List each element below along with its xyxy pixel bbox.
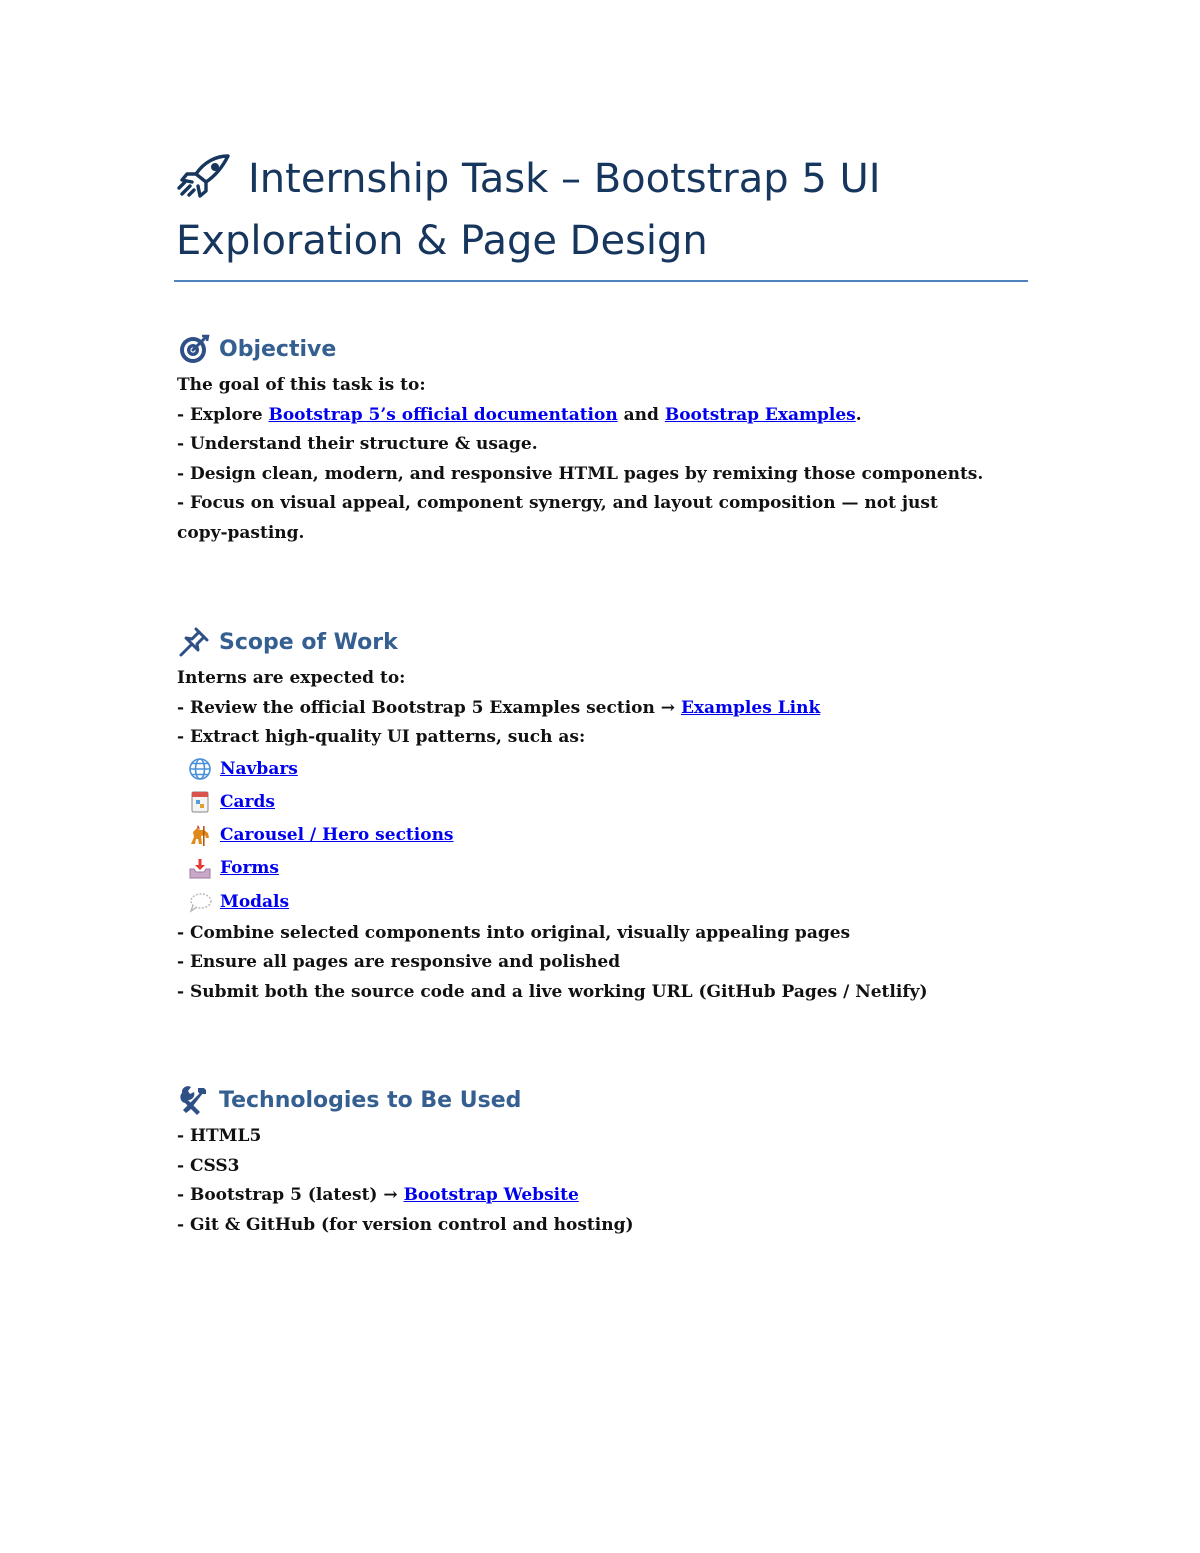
pattern-item-cards [177,786,1007,819]
pattern-item-forms [177,852,1007,885]
objective-item: - Design clean, modern, and responsive HTML pages by remixing those components. [177,463,984,484]
examples-link[interactable]: Examples Link [680,697,821,718]
navbars-link[interactable]: Navbars [220,758,298,779]
scope-item: - Extract high-quality UI patterns, such as: [177,727,586,747]
speech-bubble-icon [188,890,212,914]
carousel-horse-icon [188,824,212,848]
scope-intro: Interns are expected to: [177,668,406,688]
target-icon [178,333,210,365]
objective-intro: The goal of this task is to: [177,375,426,395]
technologies-heading: Technologies to Be Used [178,1084,521,1116]
technologies-body [177,1122,1007,1240]
objective-heading: Objective [178,333,336,365]
scope-heading: Scope of Work [178,626,398,658]
title-divider [174,280,1028,282]
scope-item: - Review the official Bootstrap 5 Examples section → Examples Link [177,697,821,718]
card-icon [188,790,212,814]
rocket-icon [176,152,232,198]
cards-link[interactable]: Cards [220,791,275,812]
scope-item: - Combine selected components into original, visually appealing pages [177,922,851,943]
globe-icon [188,757,212,781]
carousel-hero-link[interactable]: Carousel / Hero sections [220,825,454,846]
scope-item: - Submit both the source code and a live working URL (GitHub Pages / Netlify) [177,981,928,1002]
bootstrap-docs-link[interactable]: Bootstrap 5’s official documentation [268,404,618,425]
inbox-tray-icon [188,857,212,881]
pushpin-icon [178,626,210,658]
objective-item: - Explore Bootstrap 5’s official documentation and Bootstrap Examples. [177,404,862,425]
objective-body [177,371,1007,548]
modals-link[interactable]: Modals [220,891,290,912]
objective-item: - Focus on visual appeal, component synergy, and layout composition — not just copy-pasting. [177,493,938,543]
bootstrap-examples-link[interactable]: Bootstrap Examples [664,404,856,425]
document-title [176,148,1028,272]
tech-item: - Bootstrap 5 (latest) → Bootstrap Website [177,1185,579,1205]
tech-item: - CSS3 [177,1155,240,1176]
pattern-item-modals [177,886,1007,919]
tech-item: - Git & GitHub (for version control and hosting) [177,1214,634,1235]
objective-item: - Understand their structure & usage. [177,434,538,454]
tools-icon [178,1084,210,1116]
forms-link[interactable]: Forms [220,858,279,879]
scope-body [177,664,1007,1007]
title-line-2: Exploration & Page Design [176,218,708,264]
pattern-item-navbars [177,753,1007,786]
scope-item: - Ensure all pages are responsive and polished [177,952,621,973]
tech-item: - HTML5 [177,1126,262,1146]
bootstrap-website-link[interactable]: Bootstrap Website [403,1185,579,1205]
pattern-item-carousel [177,819,1007,852]
title-line-1: Internship Task – Bootstrap 5 UI [248,156,881,202]
